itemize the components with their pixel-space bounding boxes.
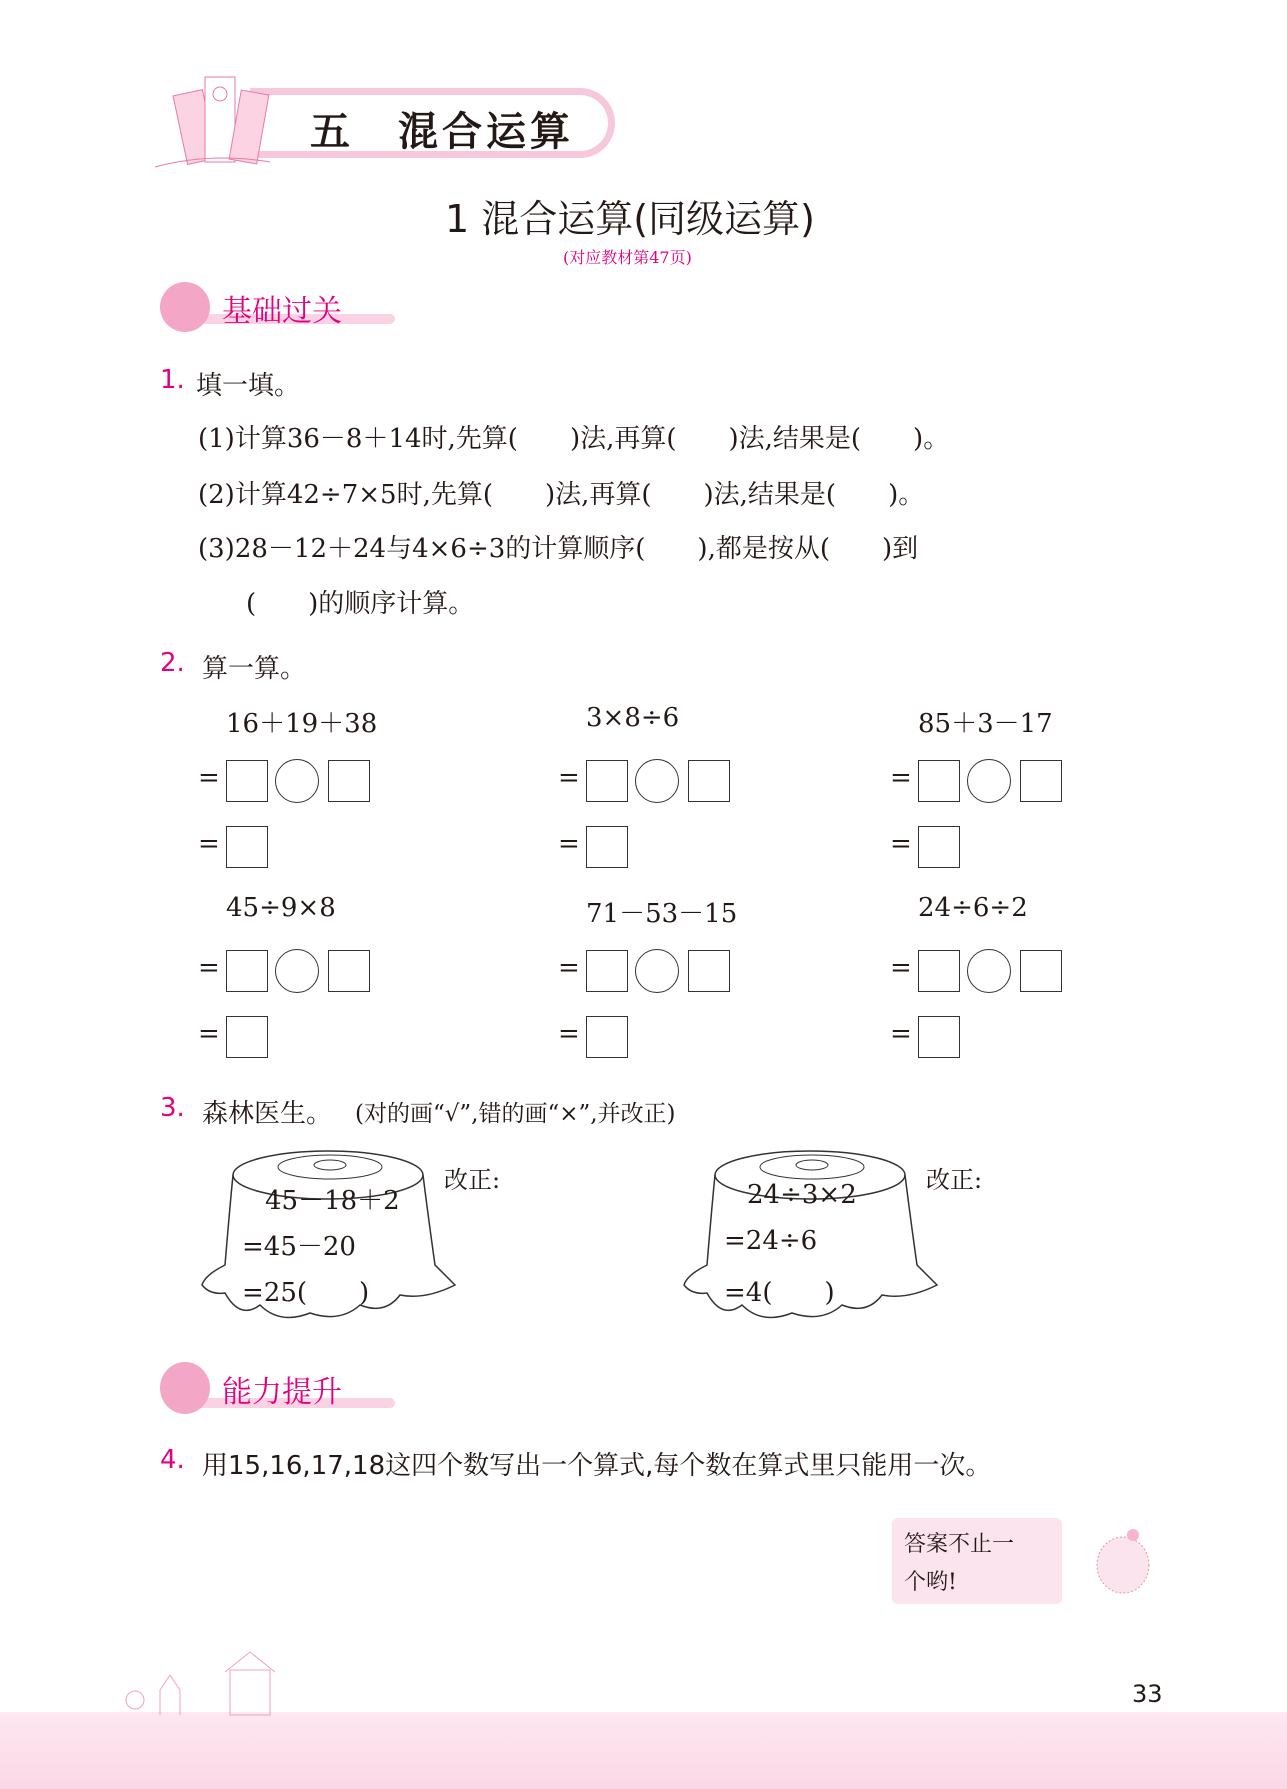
operator-circle[interactable] — [635, 759, 679, 803]
result-box[interactable] — [918, 1016, 960, 1058]
question-number: 2. — [160, 648, 185, 678]
answer-box[interactable] — [1020, 760, 1062, 802]
correction-label: 改正: — [926, 1166, 983, 1194]
page-number: 33 — [1132, 1680, 1163, 1708]
question-number: 1. — [160, 365, 185, 395]
answer-box[interactable] — [1020, 950, 1062, 992]
hint-bubble — [892, 1518, 1062, 1604]
textbook-reference: (对应教材第47页) — [563, 248, 692, 267]
bubble-line: 答案不止一 — [904, 1532, 1015, 1557]
answer-box[interactable] — [328, 760, 370, 802]
expression: 45÷9×8 — [226, 893, 336, 923]
equals-sign: = — [890, 829, 912, 859]
equals-sign: = — [890, 953, 912, 983]
answer-box[interactable] — [226, 950, 268, 992]
character-avatar-icon — [160, 1362, 210, 1414]
question-title: 森林医生。 — [202, 1099, 333, 1129]
operator-circle[interactable] — [275, 949, 319, 993]
operator-circle[interactable] — [275, 759, 319, 803]
question-title: 算一算。 — [202, 654, 307, 684]
stump-line: 24÷3×2 — [747, 1180, 857, 1210]
result-box[interactable] — [586, 1016, 628, 1058]
stump-line: =45－20 — [242, 1232, 356, 1262]
equals-sign: = — [198, 1019, 220, 1049]
equals-sign: = — [890, 763, 912, 793]
character-avatar-icon — [160, 282, 210, 332]
lesson-title: 1 混合运算(同级运算) — [445, 197, 815, 241]
question-hint: (对的画“√”,错的画“×”,并改正) — [355, 1101, 676, 1127]
fill-line: (3)28－12＋24与4×6÷3的计算顺序( ),都是按从( )到 — [198, 534, 919, 564]
equals-sign: = — [558, 953, 580, 983]
question-title: 填一填。 — [196, 371, 301, 401]
operator-circle[interactable] — [967, 949, 1011, 993]
bubble-line: 个哟! — [904, 1570, 957, 1595]
result-box[interactable] — [918, 826, 960, 868]
expression: 3×8÷6 — [586, 703, 680, 733]
expression: 85＋3－17 — [918, 709, 1053, 739]
answer-box[interactable] — [688, 950, 730, 992]
stump-line: =24÷6 — [724, 1226, 818, 1256]
correction-label: 改正: — [444, 1166, 501, 1194]
expression: 24÷6÷2 — [918, 893, 1028, 923]
chapter-title: 五 混合运算 — [310, 109, 574, 155]
answer-box[interactable] — [918, 760, 960, 802]
stump-line: =25( ) — [242, 1278, 370, 1308]
school-building-icon — [150, 62, 280, 172]
fill-line: ( )的顺序计算。 — [246, 589, 475, 619]
fill-line: (2)计算42÷7×5时,先算( )法,再算( )法,结果是( )。 — [198, 480, 925, 510]
equals-sign: = — [558, 1019, 580, 1049]
answer-box[interactable] — [918, 950, 960, 992]
answer-box[interactable] — [226, 760, 268, 802]
section-title-basic: 基础过关 — [222, 294, 342, 329]
equals-sign: = — [198, 763, 220, 793]
result-box[interactable] — [226, 826, 268, 868]
operator-circle[interactable] — [635, 949, 679, 993]
answer-box[interactable] — [688, 760, 730, 802]
equals-sign: = — [198, 829, 220, 859]
equals-sign: = — [198, 953, 220, 983]
town-decoration-icon — [120, 1650, 440, 1720]
question-number: 3. — [160, 1093, 185, 1123]
expression: 16＋19＋38 — [226, 709, 378, 739]
section-title-advanced: 能力提升 — [222, 1375, 342, 1410]
stump-line: 45－18＋2 — [265, 1186, 400, 1216]
result-box[interactable] — [586, 826, 628, 868]
operator-circle[interactable] — [967, 759, 1011, 803]
equals-sign: = — [890, 1019, 912, 1049]
answer-box[interactable] — [328, 950, 370, 992]
question-number: 4. — [160, 1445, 185, 1475]
equals-sign: = — [558, 763, 580, 793]
answer-box[interactable] — [586, 950, 628, 992]
answer-box[interactable] — [586, 760, 628, 802]
equals-sign: = — [558, 829, 580, 859]
result-box[interactable] — [226, 1016, 268, 1058]
cartoon-character-icon — [1085, 1525, 1160, 1605]
fill-line: (1)计算36－8＋14时,先算( )法,再算( )法,结果是( )。 — [198, 424, 950, 454]
question-title: 用15,16,17,18这四个数写出一个算式,每个数在算式里只能用一次。 — [202, 1451, 992, 1481]
footer-band — [0, 1712, 1287, 1789]
stump-line: =4( ) — [724, 1278, 835, 1308]
expression: 71－53－15 — [586, 899, 738, 929]
